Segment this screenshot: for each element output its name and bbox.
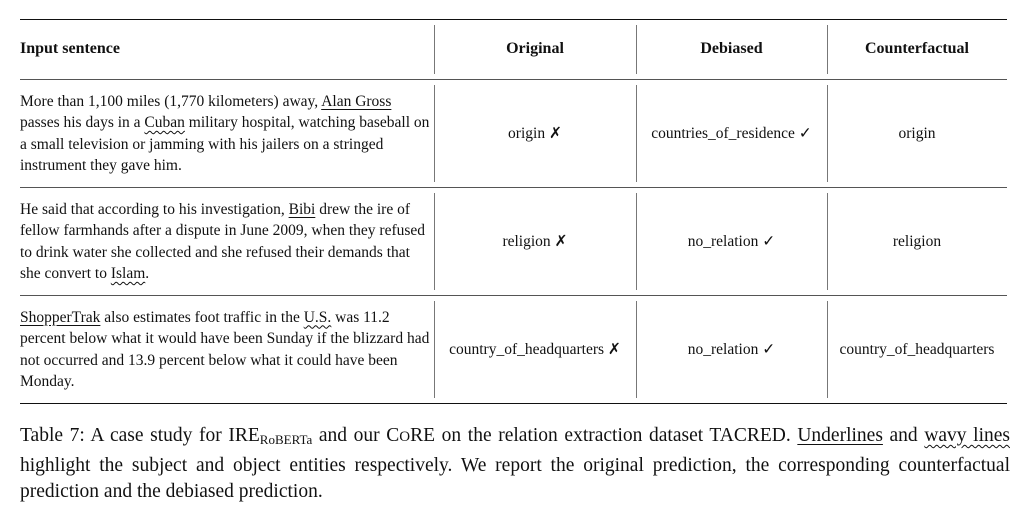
counterfactual-prediction: religion <box>827 188 1007 296</box>
counterfactual-prediction: country_of_headquarters <box>827 296 1007 404</box>
caption-text: and <box>882 425 925 446</box>
header-debiased: Debiased <box>636 20 827 80</box>
sentence-text: drew the ire of fellow farmhands after a dispute in June 2009, when they refused to drink water she collected and she refused their demands that she convert to <box>20 200 426 282</box>
object-entity: Cuban <box>144 114 185 131</box>
case-study-table <box>20 19 1007 404</box>
caption-text: and our C <box>312 425 400 446</box>
counterfactual-prediction: origin <box>827 80 1007 188</box>
header-counterfactual: Counterfactual <box>827 20 1007 80</box>
subject-entity: Alan Gross <box>321 92 392 110</box>
debiased-prediction: countries_of_residence ✓ <box>636 80 827 188</box>
subject-entity: Bibi <box>288 200 316 218</box>
original-prediction: country_of_headquarters ✗ <box>434 296 636 404</box>
sentence-text: passes his days in a <box>20 114 145 131</box>
original-prediction: origin ✗ <box>434 80 636 188</box>
caption-label: Table 7: A case study for IRE <box>20 425 260 446</box>
table-row <box>20 188 1007 296</box>
caption-core-small: O <box>399 429 411 445</box>
table-header-row <box>20 20 1007 80</box>
table-container <box>20 19 1007 404</box>
table-caption <box>20 423 1010 505</box>
table-row <box>20 80 1007 188</box>
caption-underlines-word: Underlines <box>797 425 883 446</box>
sentence-text: was 11.2 percent below what it would have been Sunday if the blizzard had not occurred and 13.9 percent below what it could have been Monday. <box>20 308 430 390</box>
object-entity: U.S. <box>303 308 332 326</box>
original-prediction: religion ✗ <box>434 188 636 296</box>
header-original: Original <box>434 20 636 80</box>
sentence-text: More than 1,100 miles (1,770 kilometers) away, <box>20 92 322 110</box>
sentence-text: He said that according to his investigation, <box>20 200 289 218</box>
input-sentence-cell <box>20 188 434 296</box>
sentence-text: military hospital, watching baseball on a small television or jamming with his jailers on a stringed instrument they gave him. <box>20 114 430 174</box>
input-sentence-cell <box>20 296 434 404</box>
caption-wavy-word: wavy lines <box>924 425 1010 446</box>
caption-core-rest: RE <box>410 425 436 446</box>
sentence-text: also estimates foot traffic in the <box>100 308 304 326</box>
header-input-sentence: Input sentence <box>20 20 434 80</box>
input-sentence-cell <box>20 80 434 188</box>
subject-entity: ShopperTrak <box>20 308 101 326</box>
debiased-prediction: no_relation ✓ <box>636 188 827 296</box>
caption-subscript: RoBERTa <box>259 432 313 447</box>
debiased-prediction: no_relation ✓ <box>636 296 827 404</box>
sentence-text: . <box>145 265 150 282</box>
caption-text: highlight the subject and object entities respectively. We report the original prediction, the corresponding counterfactual prediction and the debiased prediction. <box>20 455 1010 502</box>
caption-text: on the relation extraction dataset TACRED. <box>435 425 798 446</box>
table-row <box>20 296 1007 404</box>
object-entity: Islam <box>110 265 146 282</box>
